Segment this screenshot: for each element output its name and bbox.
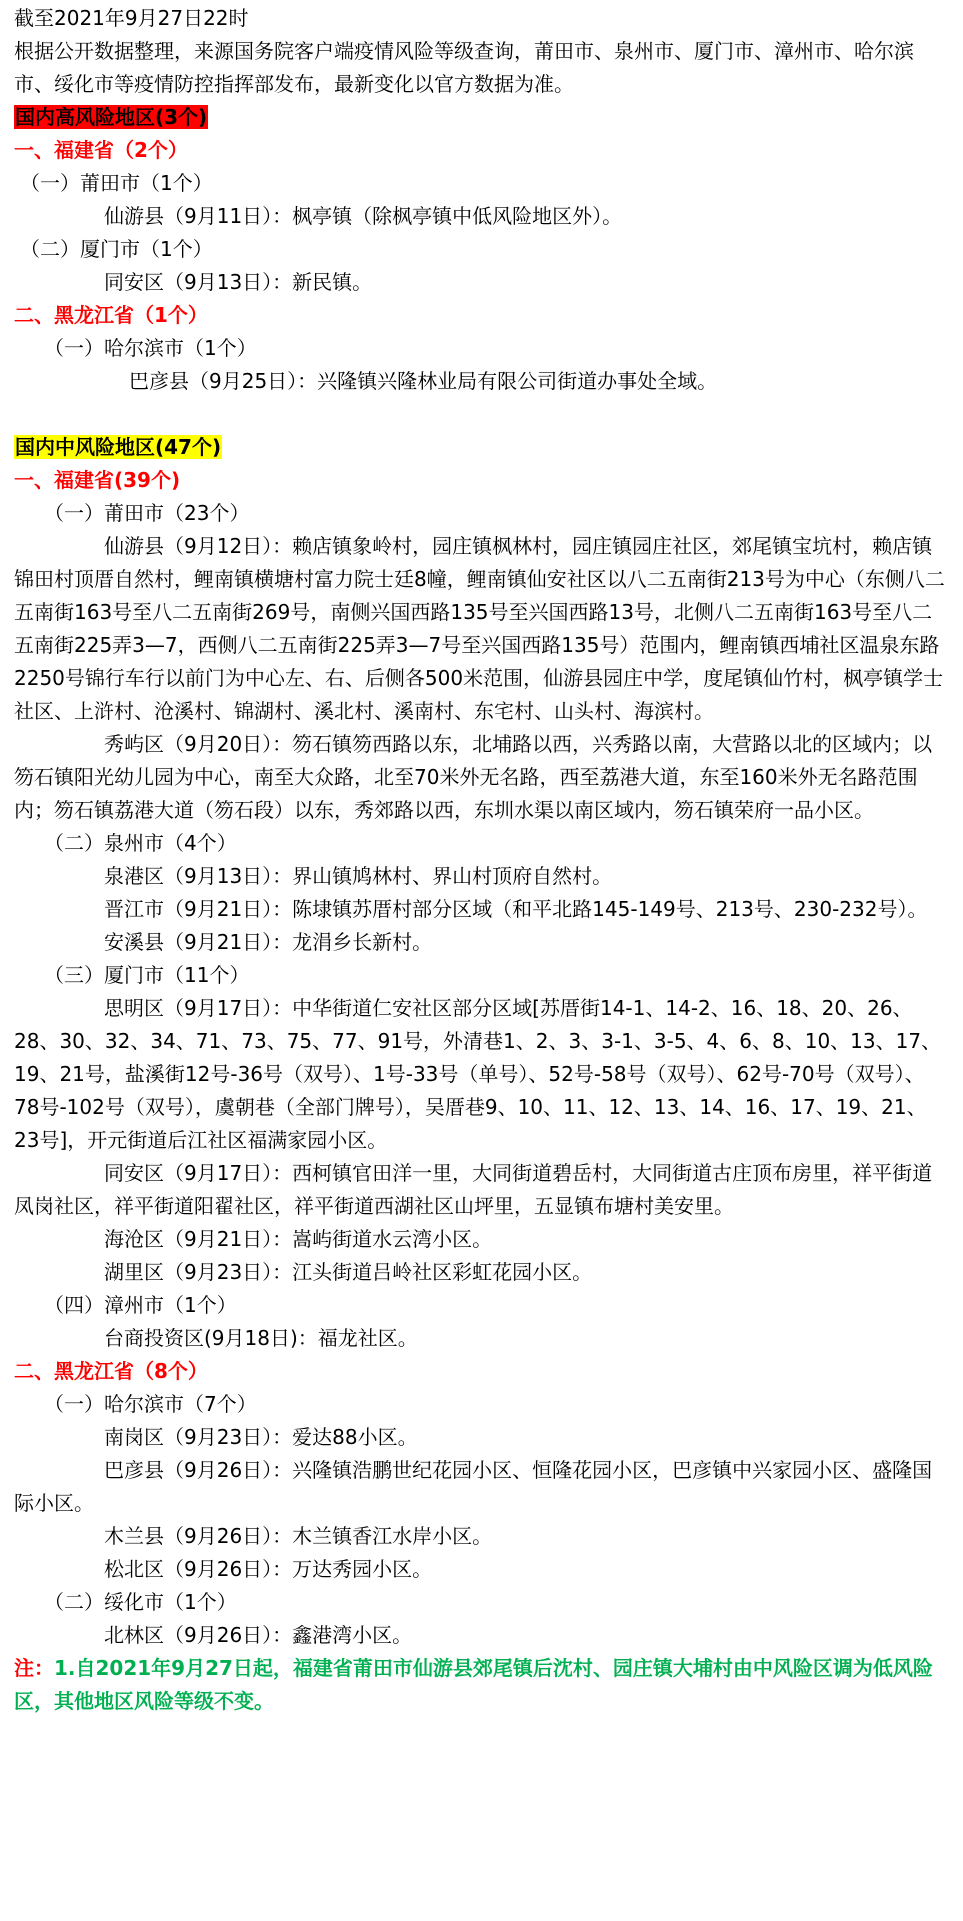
note	[14, 1652, 949, 1718]
mid-quangang-entry: 泉港区（9月13日）：界山镇鸠林村、界山村顶府自然村。	[104, 864, 613, 888]
note-text: 1.自2021年9月27日起，福建省莆田市仙游县郊尾镇后沈村、园庄镇大埔村由中风险区调为低风险区，其他地区风险等级不变。	[14, 1656, 933, 1713]
mid-fujian-title: 一、福建省(39个)	[14, 468, 181, 492]
high-bayan-entry: 巴彦县（9月25日）：兴隆镇兴隆林业局有限公司街道办事处全域。	[129, 369, 718, 393]
mid-risk-section	[14, 431, 949, 464]
mid-heilongjiang-title: 二、黑龙江省（8个）	[14, 1359, 208, 1383]
source-paragraph: 根据公开数据整理，来源国务院客户端疫情风险等级查询，莆田市、泉州市、厦门市、漳州市、哈尔滨市、绥化市等疫情防控指挥部发布，最新变化以官方数据为准。	[14, 39, 914, 96]
mid-mulan-entry: 木兰县（9月26日）：木兰镇香江水岸小区。	[104, 1524, 493, 1548]
date-line: 截至2021年9月27日22时	[14, 6, 249, 30]
high-putian-title: （一）莆田市（1个）	[20, 171, 213, 195]
high-tongan-entry: 同安区（9月13日）：新民镇。	[104, 270, 373, 294]
mid-harbin-title: （一）哈尔滨市（7个）	[44, 1392, 257, 1416]
mid-suihua-title: （二）绥化市（1个）	[44, 1590, 237, 1614]
mid-putian-title: （一）莆田市（23个）	[44, 501, 250, 525]
mid-xiamen-title: （三）厦门市（11个）	[44, 963, 250, 987]
high-risk-title: 国内高风险地区(3个)	[15, 105, 208, 129]
mid-haicang-entry: 海沧区（9月21日）：嵩屿街道水云湾小区。	[104, 1227, 493, 1251]
mid-songbei-entry: 松北区（9月26日）：万达秀园小区。	[104, 1557, 433, 1581]
mid-taishang-entry: 台商投资区(9月18日)：福龙社区。	[104, 1326, 418, 1350]
mid-beilin-entry: 北林区（9月26日）：鑫港湾小区。	[104, 1623, 413, 1647]
high-xiamen-title: （二）厦门市（1个）	[20, 237, 213, 261]
spacer	[14, 398, 949, 431]
mid-nangang-entry: 南岗区（9月23日）：爱达88小区。	[104, 1425, 418, 1449]
mid-risk-title: 国内中风险地区(47个)	[15, 435, 222, 459]
mid-huli-entry: 湖里区（9月23日）：江头街道吕岭社区彩虹花园小区。	[104, 1260, 593, 1284]
mid-xiuyu-entry: 秀屿区（9月20日）：笏石镇笏西路以东，北埔路以西，兴秀路以南，大营路以北的区域内；以笏石镇阳光幼儿园为中心，南至大众路，北至70米外无名路，西至荔港大道，东至160米外无名路范围内；笏石镇荔港大道（笏石段）以东，秀郊路以西，东圳水渠以南区域内，笏石镇荣府一品小区。	[14, 732, 933, 822]
mid-jinjiang-entry: 晋江市（9月21日）：陈埭镇苏厝村部分区域（和平北路145-149号、213号、230-232号）。	[104, 897, 928, 921]
mid-anxi-entry: 安溪县（9月21日）：龙涓乡长新村。	[104, 930, 433, 954]
high-xianyou-entry: 仙游县（9月11日）：枫亭镇（除枫亭镇中低风险地区外）。	[104, 204, 623, 228]
high-fujian-title: 一、福建省（2个）	[14, 138, 188, 162]
mid-tongan-entry: 同安区（9月17日）：西柯镇官田洋一里，大同街道碧岳村，大同街道古庄顶布房里，祥平街道凤岗社区，祥平街道阳翟社区，祥平街道西湖社区山坪里，五显镇布塘村美安里。	[14, 1161, 933, 1218]
note-label: 注：	[14, 1656, 54, 1680]
mid-siming-entry: 思明区（9月17日）：中华街道仁安社区部分区域[苏厝街14-1、14-2、16、18、20、26、28、30、32、34、71、73、75、77、91号，外清巷1、2、3、3-1、3-5、4、6、8、10、13、17、19、21号，盐溪街12号-36号（双号）、1号-33号（单号）、52号-58号（双号）、62号-70号（双号）、78号-102号（双号），虞朝巷（全部门牌号），吴厝巷9、10、11、12、13、14、16、17、19、21、23号]，开元街道后江社区福满家园小区。	[14, 996, 942, 1152]
high-harbin-title: （一）哈尔滨市（1个）	[44, 336, 257, 360]
high-risk-section	[14, 101, 949, 134]
mid-xianyou-entry: 仙游县（9月12日）：赖店镇象岭村，园庄镇枫林村，园庄镇园庄社区，郊尾镇宝坑村，赖店镇锦田村顶厝自然村，鲤南镇横塘村富力院士廷8幢，鲤南镇仙安社区以八二五南街213号为中心（东侧八二五南街163号至八二五南街269号，南侧兴国西路135号至兴国西路13号，北侧八二五南街163号至八二五南街225弄3—7，西侧八二五南街225弄3—7号至兴国西路135号）范围内，鲤南镇西埔社区温泉东路2250号锦行车行以前门为中心左、右、后侧各500米范围，仙游县园庄中学，度尾镇仙竹村，枫亭镇学士社区、上浒村、沧溪村、锦湖村、溪北村、溪南村、东宅村、山头村、海滨村。	[14, 534, 945, 723]
mid-bayan-entry: 巴彦县（9月26日）：兴隆镇浩鹏世纪花园小区、恒隆花园小区，巴彦镇中兴家园小区、盛隆国际小区。	[14, 1458, 933, 1515]
mid-zhangzhou-title: （四）漳州市（1个）	[44, 1293, 237, 1317]
mid-quanzhou-title: （二）泉州市（4个）	[44, 831, 237, 855]
high-heilongjiang-title: 二、黑龙江省（1个）	[14, 303, 208, 327]
